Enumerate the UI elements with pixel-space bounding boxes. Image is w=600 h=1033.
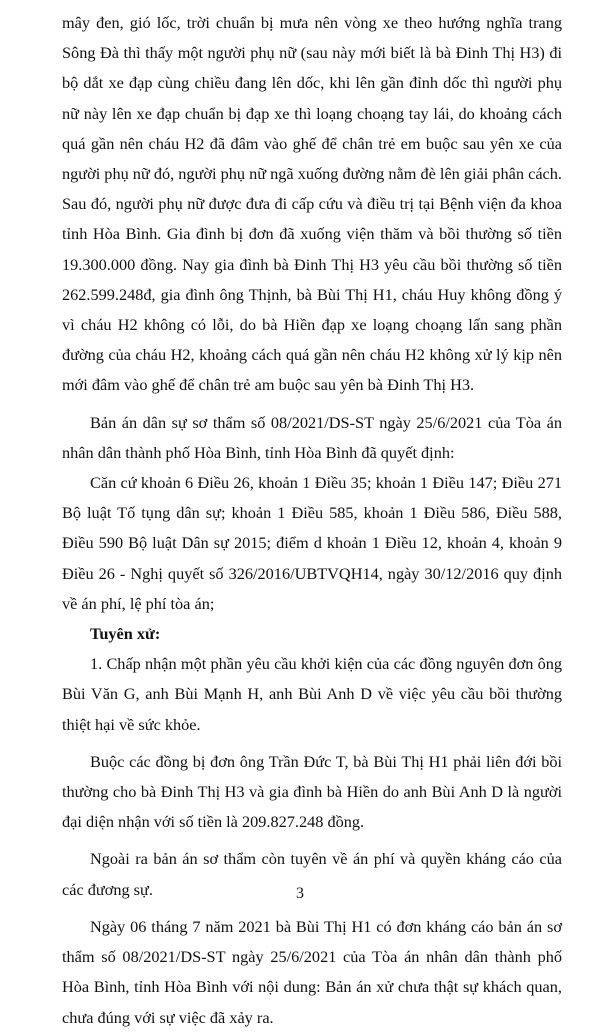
paragraph-appeal-filed: Ngày 06 tháng 7 năm 2021 bà Bùi Thị H1 có đơn kháng cáo bản án sơ thẩm số 08/2021/DS-ST ngày 25/6/2021 của Tòa án nhân dân thành phố Hòa Bình, tỉnh Hòa Bình với nội dung: Bản án xử chưa thật sự khách quan, chưa đúng với sự việc đã xảy ra. [62, 916, 562, 1027]
paragraph-verdict-heading: Tuyên xử: [90, 624, 161, 644]
paragraph-compensation-order: Buộc các đồng bị đơn ông Trần Đức T, bà Bùi Thị H1 phải liên đới bồi thường cho bà Đinh Thị H3 và gia đình bà Hiền do anh Bùi Anh D là người đại diện nhận với số tiền là 209.827.248 đồng. [62, 751, 562, 832]
document-body [62, 8, 562, 1033]
paragraph-incident-continued: mây đen, gió lốc, trời chuẩn bị mưa nên vòng xe theo hướng nghĩa trang Sông Đà thì thấy một người phụ nữ (sau này mới biết là bà Đinh Thị H3) đi bộ dắt xe đạp cùng chiều đang lên dốc, khi lên gần đỉnh dốc thì người phụ nữ này lên xe đạp chuẩn bị đạp xe thì loạng choạng tay lái, do khoảng cách quá gần nên cháu H2 đã đâm vào ghế để chân trẻ em buộc sau yên xe của người phụ nữ đó, người phụ nữ ngã xuống đường nằm đè lên giải phân cách. Sau đó, người phụ nữ được đưa đi cấp cứu và điều trị tại Bệnh viện đa khoa tỉnh Hòa Bình. Gia đình bị đơn đã xuống viện thăm và bồi thường số tiền 19.300.000 đồng. Nay gia đình bà Đinh Thị H3 yêu cầu bồi thường số tiền 262.599.248đ, gia đình ông Thịnh, bà Bùi Thị H1, cháu Huy không đồng ý vì cháu H2 không có lỗi, do bà Hiền đạp xe loạng choạng lấn sang phần đường của cháu H2, khoảng cách quá gần nên cháu H2 không xử lý kịp nên mới đâm vào ghế để chân trẻ am buộc sau yên bà Đinh Thị H3. [62, 13, 562, 395]
paragraph-verdict-item-1: 1. Chấp nhận một phần yêu cầu khởi kiện của các đồng nguyên đơn ông Bùi Văn G, anh Bùi Mạnh H, anh Bùi Anh D về việc yêu cầu bồi thường thiệt hại về sức khỏe. [62, 654, 562, 734]
page-number: 3 [296, 885, 304, 902]
paragraph-court-fees-appeal: Ngoài ra bản án sơ thẩm còn tuyên về án phí và quyền kháng cáo của các đương sự. [62, 849, 562, 899]
paragraph-legal-basis: Căn cứ khoản 6 Điều 26, khoản 1 Điều 35; khoản 1 Điều 147; Điều 271 Bộ luật Tố tụng dân sự; khoản 1 Điều 585, khoản 1 Điều 586, Điều 588, Điều 590 Bộ luật Dân sự 2015; điểm d khoản 1 Điều 12, khoản 4, khoản 9 Điều 26 - Nghị quyết số 326/2016/UBTVQH14, ngày 30/12/2016 quy định về án phí, lệ phí tòa án; [62, 473, 562, 613]
paragraph-first-instance-judgment: Bản án dân sự sơ thẩm số 08/2021/DS-ST ngày 25/6/2021 của Tòa án nhân dân thành phố Hòa Bình, tỉnh Hòa Bình đã quyết định: [62, 412, 562, 462]
